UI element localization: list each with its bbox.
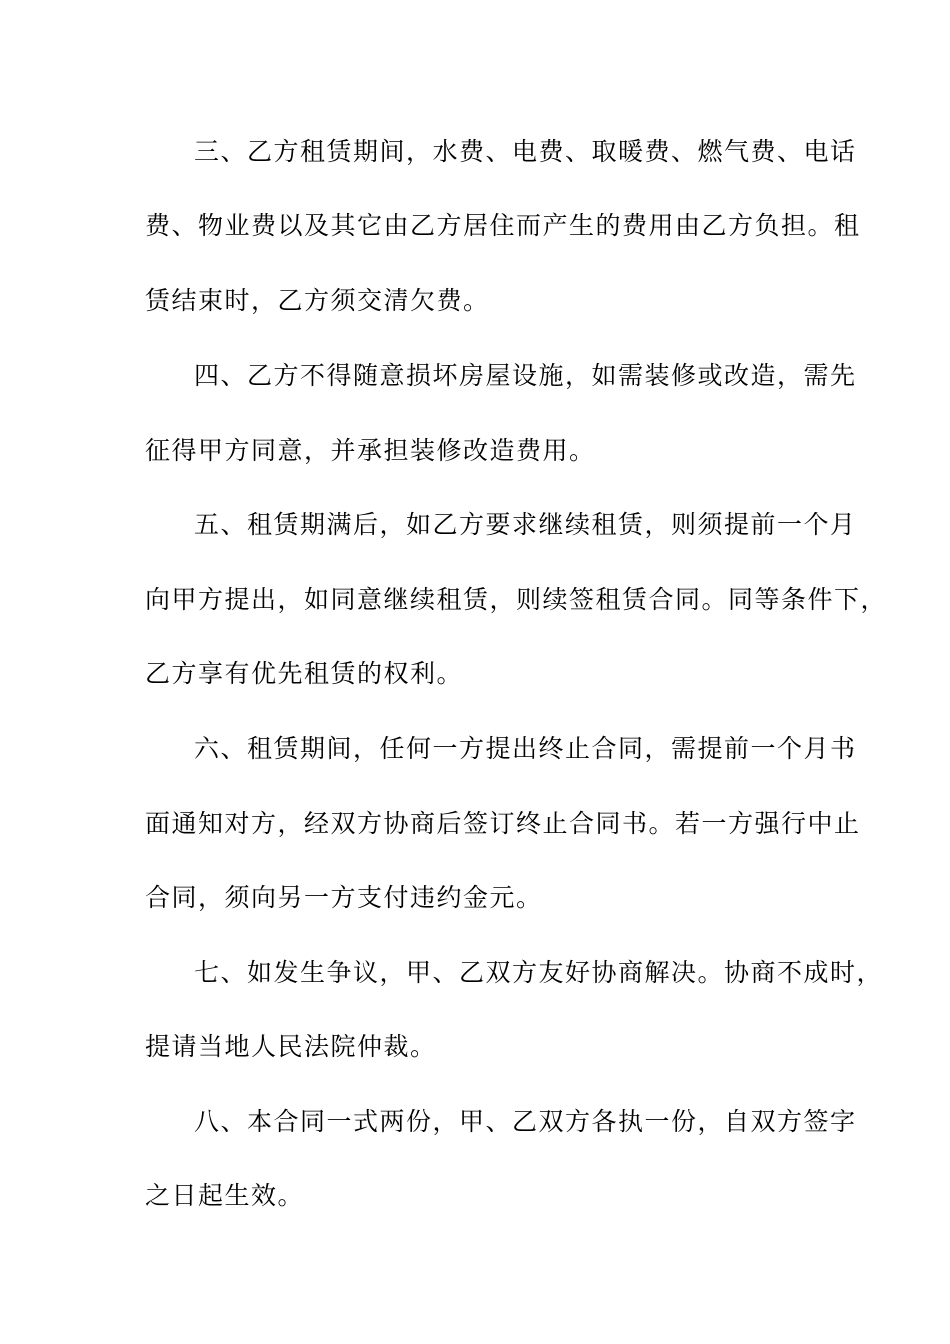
- clause-6-line-3: 合同，须向另一方支付违约金元。: [145, 883, 543, 912]
- clause-4-line-2: 征得甲方同意，并承担装修改造费用。: [145, 436, 596, 465]
- clause-6-line-1: 六、租赁期间，任何一方提出终止合同，需提前一个月书: [194, 734, 857, 763]
- clause-3-line-2: 费、物业费以及其它由乙方居住而产生的费用由乙方负担。租: [145, 211, 861, 240]
- clause-8-line-1: 八、本合同一式两份，甲、乙双方各执一份，自双方签字: [194, 1107, 857, 1136]
- clause-5-line-2: 向甲方提出，如同意继续租赁，则续签租赁合同。同等条件下，: [145, 585, 888, 614]
- clause-7-line-2: 提请当地人民法院仲裁。: [145, 1032, 437, 1061]
- clause-4-line-1: 四、乙方不得随意损坏房屋设施，如需装修或改造，需先: [194, 361, 857, 390]
- clause-3-line-1: 三、乙方租赁期间，水费、电费、取暖费、燃气费、电话: [194, 137, 857, 166]
- clause-7-line-1: 七、如发生争议，甲、乙双方友好协商解决。协商不成时，: [194, 958, 884, 987]
- clause-8-line-2: 之日起生效。: [145, 1181, 305, 1210]
- clause-5-line-3: 乙方享有优先租赁的权利。: [145, 659, 464, 688]
- clause-3-line-3: 赁结束时，乙方须交清欠费。: [145, 286, 490, 315]
- clause-6-line-2: 面通知对方，经双方协商后签订终止合同书。若一方强行中止: [145, 809, 861, 838]
- clause-5-line-1: 五、租赁期满后，如乙方要求继续租赁，则须提前一个月: [194, 510, 857, 539]
